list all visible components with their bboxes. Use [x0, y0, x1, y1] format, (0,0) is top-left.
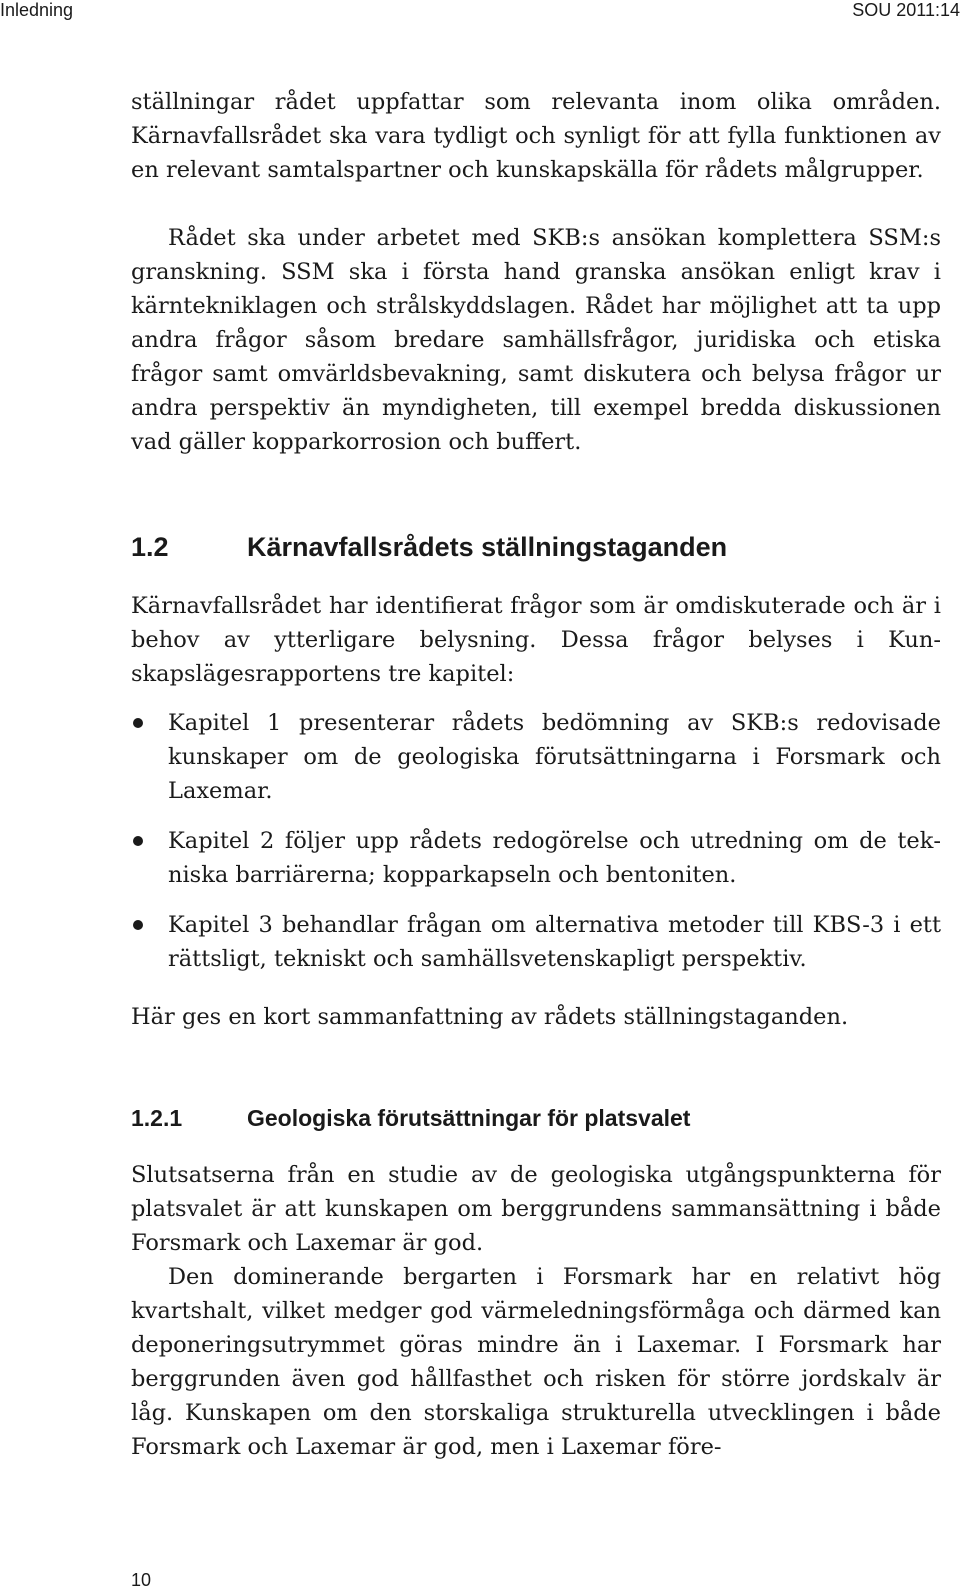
- subsection-paragraph-2: Den dominerande bergarten i Forsmark har en relativt hög kvartshalt, vilket medger god värmeledningsförmåga och därmed kan deponeringsutrymmet göras mindre än i Laxemar. I Forsmark har berggrunden även god hållfasthet och risken för större jordskalv är låg. Kunskapen om den storskaliga strukturella utvecklingen i både Forsmark och Laxemar är god, men i Laxemar före-: [131, 1264, 941, 1460]
- section-number: 1.2: [131, 532, 169, 562]
- list-item: [131, 824, 941, 892]
- list-item-text: Kapitel 3 behandlar frågan om alternativa metoder till KBS-3 i ett rättsligt, tekniskt och samhällsvetenskapligt perspektiv.: [168, 912, 941, 972]
- subsection-paragraph-1: Slutsatserna från en studie av de geologiska utgångspunkterna för platsvalet är att kunskapen om berggrundens sammansättning i både Forsmark och Laxemar är god.: [131, 1162, 941, 1256]
- section-title: Kärnavfallsrådets ställningstaganden: [247, 532, 728, 562]
- bullet-icon: [133, 836, 143, 846]
- list-item: [131, 706, 941, 808]
- bullet-icon: [133, 920, 143, 930]
- chapter-title: Inledning: [0, 0, 74, 20]
- document-reference: SOU 2011:14: [852, 0, 960, 20]
- subsection-number: 1.2.1: [131, 1105, 183, 1131]
- list-item-text: Kapitel 2 följer upp rådets redogörelse och utredning om de tekniska barriärerna; kopparkapseln och bentoniten.: [168, 828, 941, 888]
- bullet-icon: [133, 718, 143, 728]
- chapter-list: [131, 706, 941, 992]
- subsection-title: Geologiska förutsättningar för platsvalet: [247, 1105, 691, 1131]
- section-heading-1-2: [131, 531, 941, 563]
- list-item: [131, 908, 941, 976]
- subsection-heading-1-2-1: [131, 1104, 941, 1132]
- intro-paragraph-1: ställningar rådet uppfattar som relevanta inom olika områden. Kärnavfallsrådet ska vara tydligt och synligt för att fylla funktionen av en relevant samtalspartner och kunskapskälla för rådets målgrupper.: [131, 89, 941, 183]
- page-number: 10: [131, 1570, 152, 1590]
- section-1-2-paragraph-1: Kärnavfallsrådet har identifierat frågor som är omdiskuterade och är i behov av ytterligare belysning. Dessa frågor belyses i Kunskapslägesrapportens tre kapitel:: [131, 593, 941, 687]
- intro-paragraph-2: Rådet ska under arbetet med SKB:s ansökan komplettera SSM:s granskning. SSM ska i första hand granska ansökan enligt krav i kärntekniklagen och strålskyddslagen. Rådet har möjlighet att ta upp andra frågor såsom bredare samhällsfrågor, juridiska och etiska frågor samt omvärldsbevakning, samt diskutera och belysa frågor ur andra perspektiv än myndigheten, till exempel bredda diskussionen vad gäller kopparkorrosion och buffert.: [131, 225, 941, 455]
- section-1-2-paragraph-2: Här ges en kort sammanfattning av rådets ställningstaganden.: [131, 1004, 849, 1030]
- list-item-text: Kapitel 1 presenterar rådets bedömning av SKB:s redovisade kunskaper om de geologiska förutsättningarna i Forsmark och Laxemar.: [168, 710, 941, 804]
- running-header: [0, 0, 960, 20]
